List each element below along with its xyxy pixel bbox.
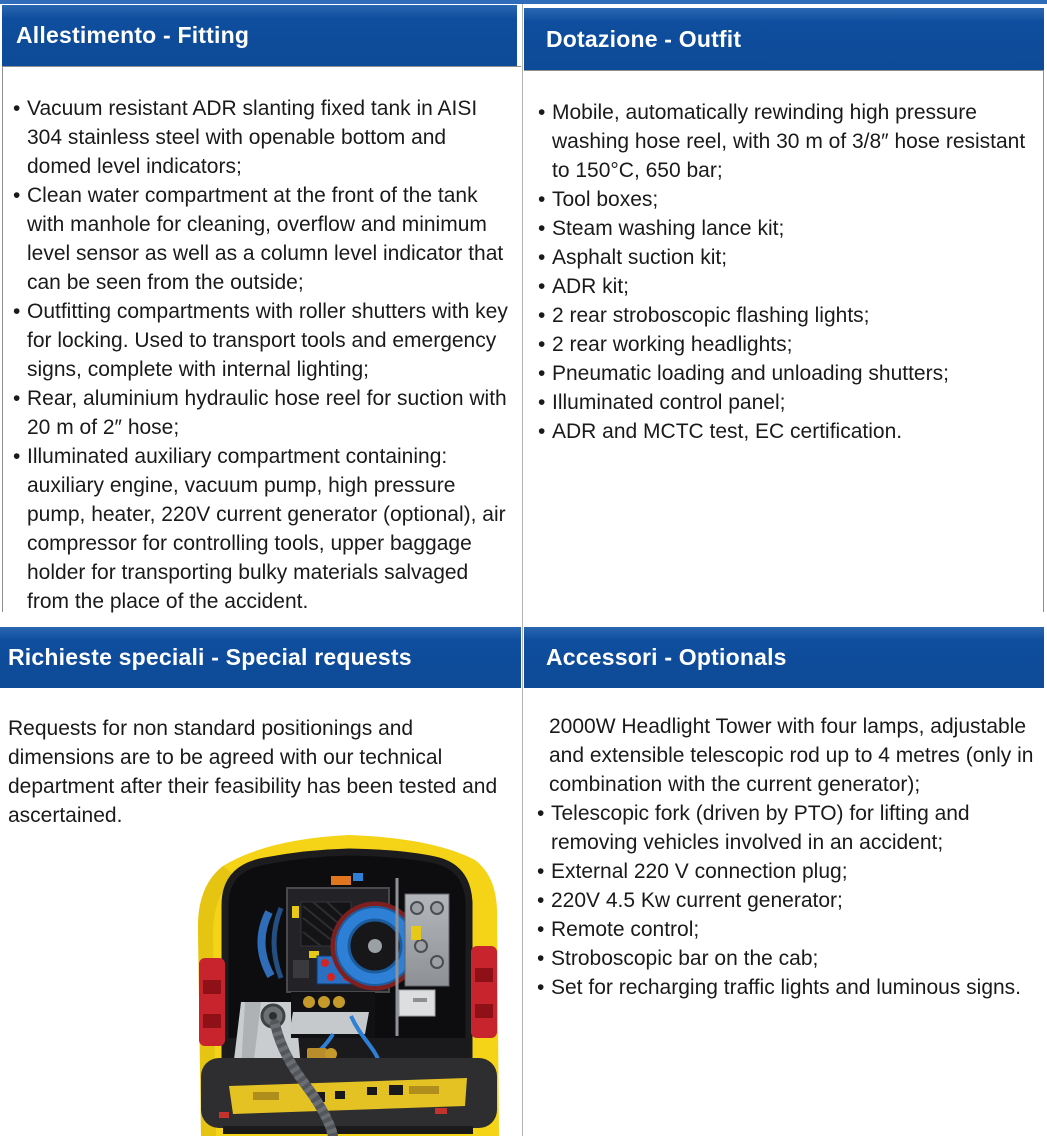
section-title-outfit: Dotazione - Outfit: [546, 25, 742, 52]
list-item: • Rear, aluminium hydraulic hose reel for suction with 20 m of 2″ hose;: [12, 384, 515, 442]
list-item: • Asphalt suction kit;: [537, 243, 1039, 272]
list-item: • Vacuum resistant ADR slanting fixed tank in AISI 304 stainless steel with openable bottom and domed level indicators;: [12, 94, 515, 181]
list-item: • Set for recharging traffic lights and luminous signs.: [536, 973, 1039, 1002]
section-header-fitting: [2, 5, 517, 66]
list-item: • Illuminated auxiliary compartment containing: auxiliary engine, vacuum pump, high pressure pump, heater, 220V current generator (optional), air compressor for controlling tools, upper baggage holder for transporting bulky materials salvaged from the place of the accident.: [12, 442, 515, 616]
list-item: • ADR and MCTC test, EC certification.: [537, 417, 1039, 446]
section-header-optionals: [524, 627, 1044, 688]
van-rear-photo: [183, 810, 515, 1136]
list-item: • Outfitting compartments with roller shutters with key for locking. Used to transport tools and emergency signs, complete with internal lighting;: [12, 297, 515, 384]
list-item: 2000W Headlight Tower with four lamps, adjustable and extensible telescopic rod up to 4 metres (only in combination with the current generator);: [549, 715, 1034, 796]
top-accent-strip: [0, 0, 1047, 4]
section-title-optionals: Accessori - Optionals: [546, 644, 787, 670]
list-item: • Remote control;: [536, 915, 1039, 944]
list-item: • ADR kit;: [537, 272, 1039, 301]
list-item: • External 220 V connection plug;: [536, 857, 1039, 886]
list-item: • Pneumatic loading and unloading shutters;: [537, 359, 1039, 388]
list-item: • 220V 4.5 Kw current generator;: [536, 886, 1039, 915]
list-item: • Steam washing lance kit;: [537, 214, 1039, 243]
list-item: • Clean water compartment at the front of the tank with manhole for cleaning, overflow and minimum level sensor as well as a column level indicator that can be seen from the outside;: [12, 181, 515, 297]
section-title-special-requests: Richieste speciali - Special requests: [8, 644, 412, 670]
list-item: • Telescopic fork (driven by PTO) for lifting and removing vehicles involved in an accident;: [536, 799, 1039, 857]
fitting-list: [12, 94, 515, 616]
panel-fitting: [2, 66, 521, 612]
list-item: • Illuminated control panel;: [537, 388, 1039, 417]
list-item: • 2 rear stroboscopic flashing lights;: [537, 301, 1039, 330]
list-item: • Mobile, automatically rewinding high pressure washing hose reel, with 30 m of 3/8″ hose resistant to 150°C, 650 bar;: [537, 98, 1039, 185]
panel-outfit: [524, 70, 1044, 612]
panel-optionals: [536, 712, 1039, 1002]
section-header-outfit: [524, 8, 1044, 70]
section-title-fitting: Allestimento - Fitting: [16, 22, 250, 48]
section-header-special-requests: [0, 627, 521, 688]
optionals-list: [536, 712, 1039, 1002]
list-item: • Tool boxes;: [537, 185, 1039, 214]
outfit-list: [537, 98, 1039, 446]
special-requests-paragraph: Requests for non standard positionings and dimensions are to be agreed with our technical department after their feasibility has been tested and ascertained.: [8, 717, 498, 827]
column-divider: [522, 4, 523, 1136]
list-item: • 2 rear working headlights;: [537, 330, 1039, 359]
list-item: • Stroboscopic bar on the cab;: [536, 944, 1039, 973]
